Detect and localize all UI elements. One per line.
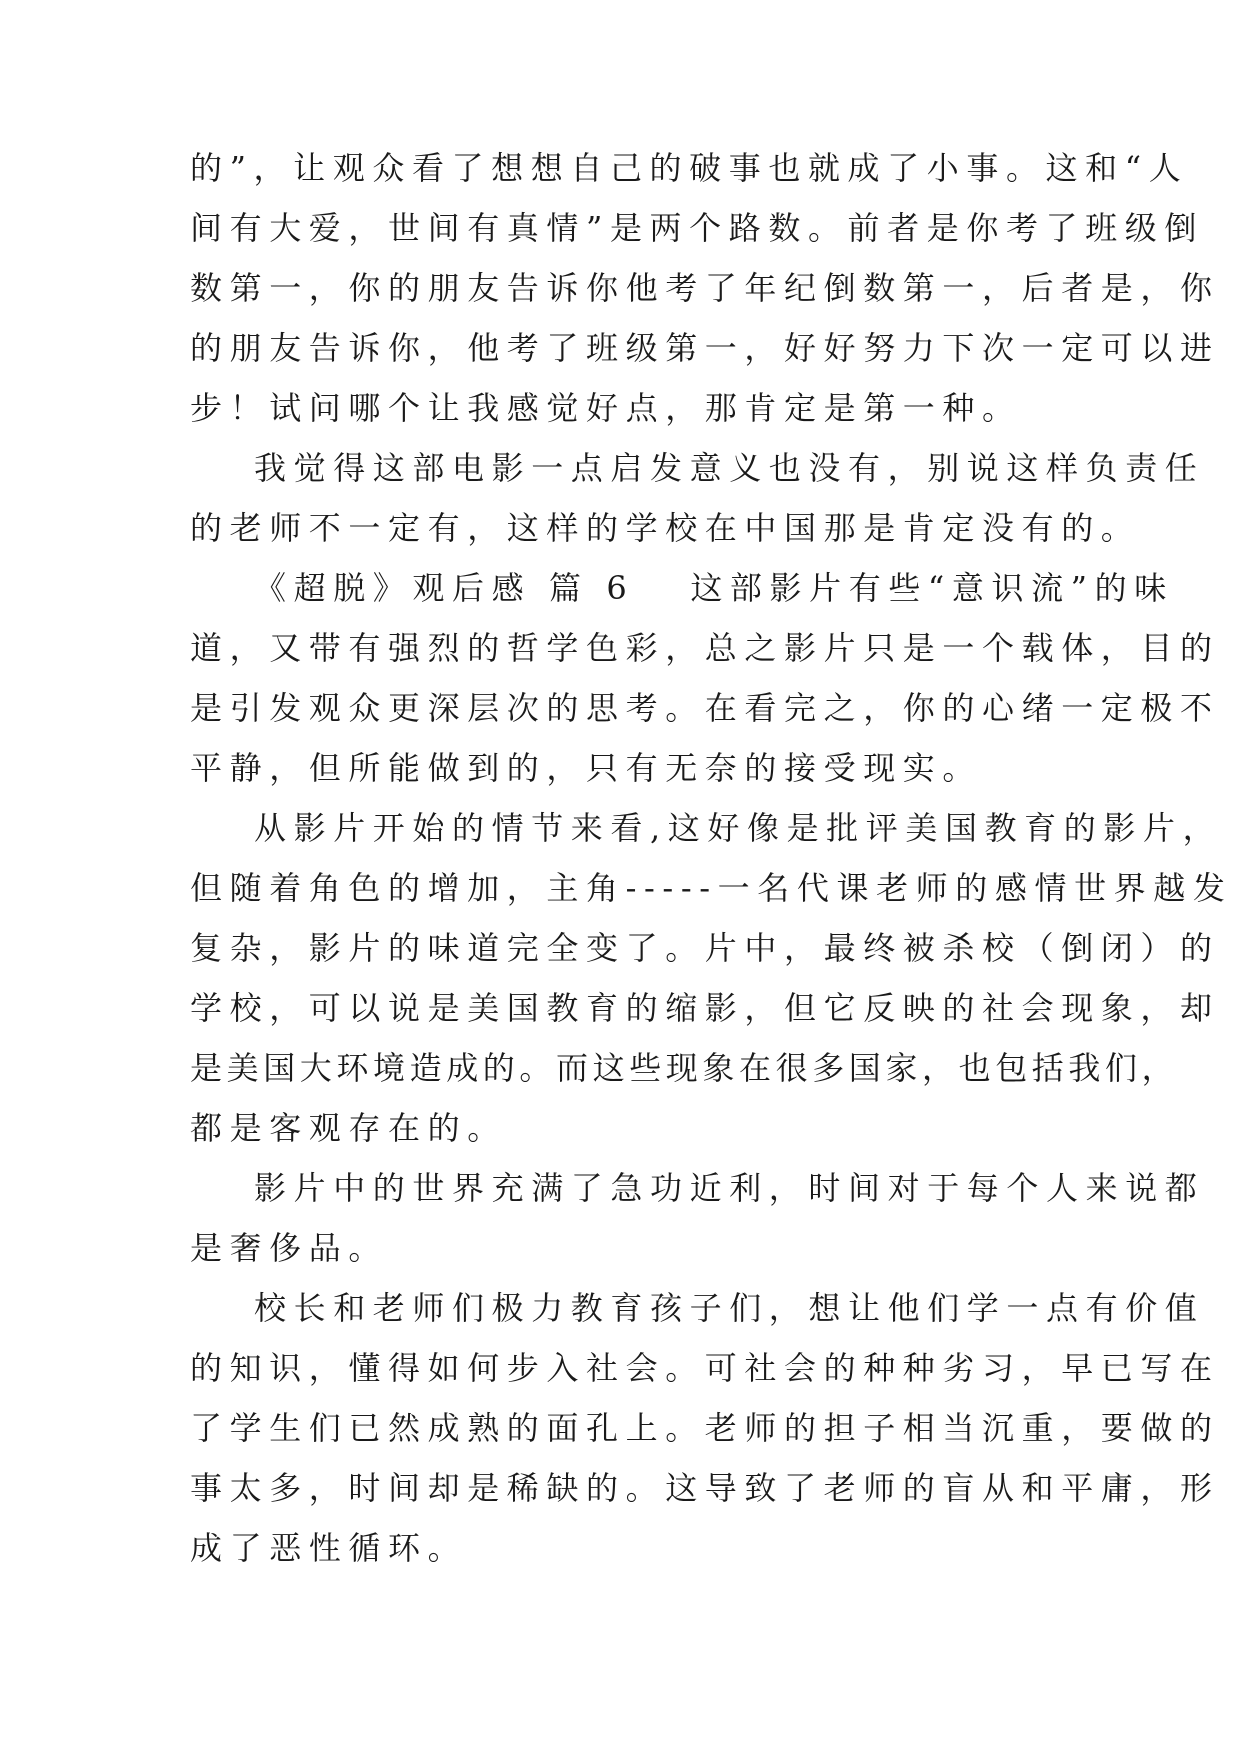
section-heading: 《超脱》观后感 篇 6 [254,569,635,607]
text-line: 成了恶性循环。 [190,1529,468,1567]
text-line: 校长和老师们极力教育孩子们，想让他们学一点有价值 [254,1289,1205,1327]
text-line: 是美国大环境造成的。而这些现象在很多国家，也包括我们， [190,1049,1179,1087]
text-line: 了学生们已然成熟的面孔上。老师的担子相当沉重，要做的 [190,1409,1220,1447]
text-line: 影片中的世界充满了急功近利，时间对于每个人来说都 [254,1169,1205,1207]
text-line: 平静，但所能做到的，只有无奈的接受现实。 [190,749,983,787]
text-line: 学校，可以说是美国教育的缩影，但它反映的社会现象，却 [190,989,1220,1027]
section-heading-line [254,568,1174,608]
text-line: 我觉得这部电影一点启发意义也没有，别说这样负责任 [254,449,1205,487]
text-line: 的老师不一定有，这样的学校在中国那是肯定没有的。 [190,509,1141,547]
text-line: 的”，让观众看了想想自己的破事也就成了小事。这和“人 [190,149,1189,187]
text-line: 事太多，时间却是稀缺的。这导致了老师的盲从和平庸，形 [190,1469,1220,1507]
text-line: 道，又带有强烈的哲学色彩，总之影片只是一个载体，目的 [190,629,1220,667]
text-line: 的知识，懂得如何步入社会。可社会的种种劣习，早已写在 [190,1349,1220,1387]
text-line: 都是客观存在的。 [190,1109,507,1147]
text-line: 间有大爱，世间有真情”是两个路数。前者是你考了班级倒 [190,209,1204,247]
text-line: 数第一，你的朋友告诉你他考了年纪倒数第一，后者是，你 [190,269,1220,307]
text-line: 但随着角色的增加，主角-----一名代课老师的感情世界越发 [190,869,1233,907]
text-line: 从影片开始的情节来看,这好像是批评美国教育的影片， [254,809,1223,847]
text-line: 的朋友告诉你，他考了班级第一，好好努力下次一定可以进 [190,329,1220,367]
text-line: 这部影片有些“意识流”的味 [690,569,1174,607]
text-line: 复杂，影片的味道完全变了。片中，最终被杀校（倒闭）的 [190,929,1220,967]
text-line: 步！试问哪个让我感觉好点，那肯定是第一种。 [190,389,1022,427]
text-line: 是奢侈品。 [190,1229,389,1267]
text-line: 是引发观众更深层次的思考。在看完之，你的心绪一定极不 [190,689,1220,727]
